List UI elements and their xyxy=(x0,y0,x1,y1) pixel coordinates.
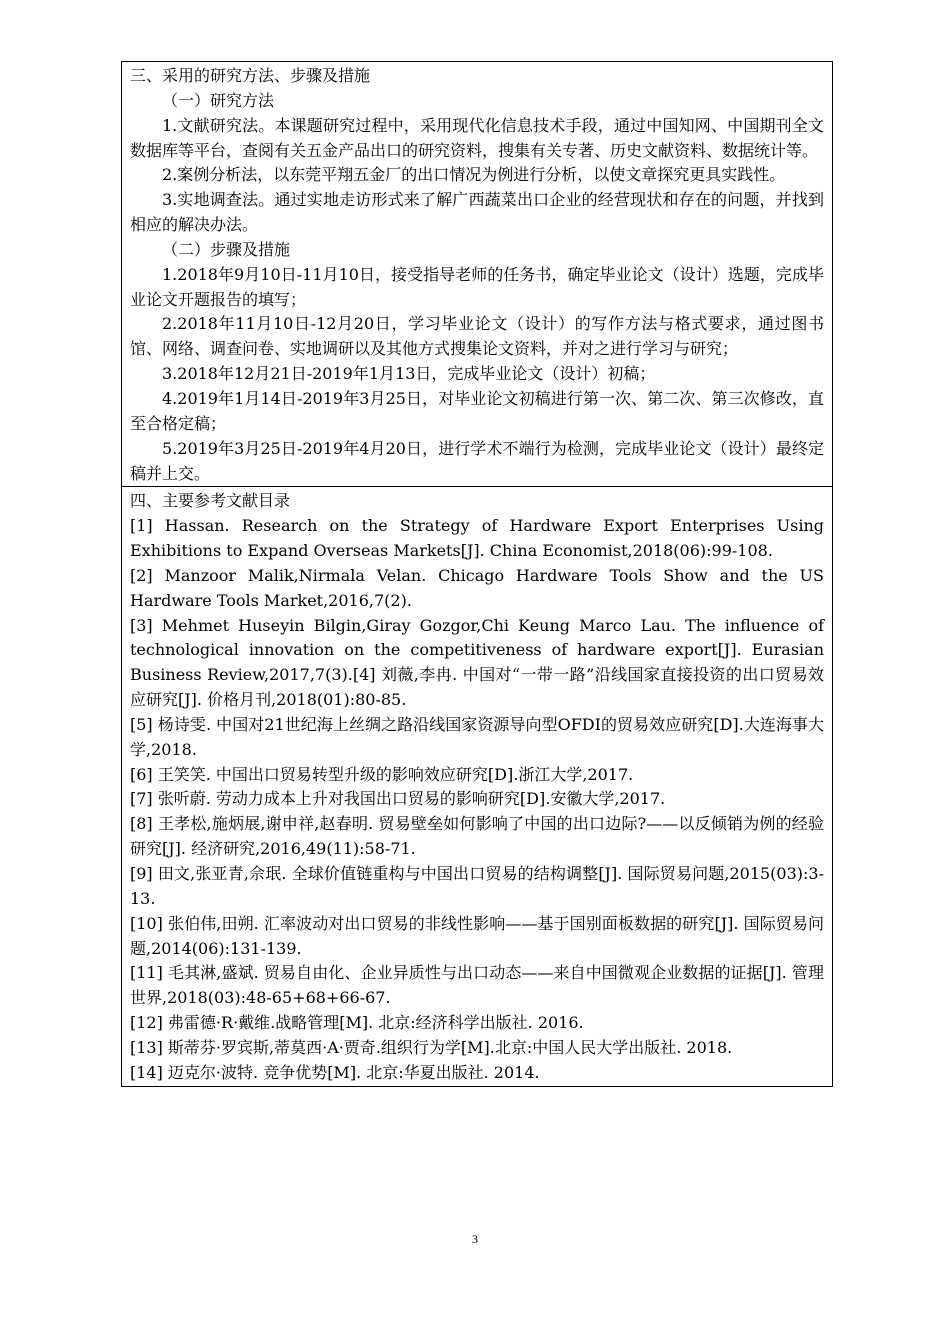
reference-item: [1] Hassan. Research on the Strategy of Hardware Export Enterprises Using Exhibitions to Expand Overseas Markets[J]. China Economist,2018(06):99-108. xyxy=(130,516,824,561)
reference-item: [5] 杨诗雯. 中国对21世纪海上丝绸之路沿线国家资源导向型OFDI的贸易效应研究[D].大连海事大学,2018. xyxy=(130,714,824,759)
reference-item: [2] Manzoor Malik,Nirmala Velan. Chicago Hardware Tools Show and the US Hardware Tools Market,2016,7(2). xyxy=(130,565,824,610)
reference-item: [12] 弗雷德·R·戴维.战略管理[M]. 北京:经济科学出版社. 2016. xyxy=(130,1013,584,1033)
method-item: 3.实地调查法。通过实地走访形式来了解广西蔬菜出口企业的经营现状和存在的问题，并找到相应的解决办法。 xyxy=(130,190,824,235)
page-number: 3 xyxy=(472,1232,478,1246)
step-item: 3.2018年12月21日-2019年1月13日，完成毕业论文（设计）初稿； xyxy=(162,364,656,384)
step-item: 5.2019年3月25日-2019年4月20日，进行学术不端行为检测，完成毕业论文（设计）最终定稿并上交。 xyxy=(130,438,824,483)
section-methods xyxy=(122,62,832,486)
subsection-heading: （二）步骤及措施 xyxy=(162,239,291,259)
step-item: 1.2018年9月10日-11月10日，接受指导老师的任务书，确定毕业论文（设计）选题，完成毕业论文开题报告的填写； xyxy=(130,264,824,309)
reference-item: [11] 毛其淋,盛斌. 贸易自由化、企业异质性与出口动态——来自中国微观企业数据的证据[J]. 管理世界,2018(03):48-65+68+66-67. xyxy=(130,963,824,1008)
step-item: 4.2019年1月14日-2019年3月25日，对毕业论文初稿进行第一次、第二次、第三次修改，直至合格定稿； xyxy=(130,388,824,433)
reference-item: [7] 张听蔚. 劳动力成本上升对我国出口贸易的影响研究[D].安徽大学,2017. xyxy=(130,789,666,809)
reference-item: [6] 王笑笑. 中国出口贸易转型升级的影响效应研究[D].浙江大学,2017. xyxy=(130,764,634,784)
section-title: 四、主要参考文献目录 xyxy=(130,491,291,511)
method-item: 2.案例分析法，以东莞平翔五金厂的出口情况为例进行分析，以使文章探究更具实践性。 xyxy=(162,165,786,185)
report-table xyxy=(121,61,833,1087)
section-references xyxy=(122,486,832,1085)
reference-item: [10] 张伯伟,田朔. 汇率波动对出口贸易的非线性影响——基于国别面板数据的研究[J]. 国际贸易问题,2014(06):131-139. xyxy=(130,913,824,958)
section-title: 三、采用的研究方法、步骤及措施 xyxy=(130,66,371,85)
reference-item: [8] 王孝松,施炳展,谢申祥,赵春明. 贸易壁垒如何影响了中国的出口边际?——以反倾销为例的经验研究[J]. 经济研究,2016,49(11):58-71. xyxy=(130,814,824,859)
subsection-heading: （一）研究方法 xyxy=(162,90,275,110)
step-item: 2.2018年11月10日-12月20日，学习毕业论文（设计）的写作方法与格式要求，通过图书馆、网络、调查问卷、实地调研以及其他方式搜集论文资料，并对之进行学习与研究； xyxy=(130,314,824,359)
reference-item: [14] 迈克尔·波特. 竞争优势[M]. 北京:华夏出版社. 2014. xyxy=(130,1062,540,1082)
method-item: 1.文献研究法。本课题研究过程中，采用现代化信息技术手段，通过中国知网、中国期刊全文数据库等平台，查阅有关五金产品出口的研究资料，搜集有关专著、历史文献资料、数据统计等。 xyxy=(130,115,824,160)
reference-item: [9] 田文,张亚青,佘珉. 全球价值链重构与中国出口贸易的结构调整[J]. 国际贸易问题,2015(03):3-13. xyxy=(130,864,824,908)
reference-item: [3] Mehmet Huseyin Bilgin,Giray Gozgor,Chi Keung Marco Lau. The influence of technological innovation on the competitiveness of hardware export[J]. Eurasian Business Review,2017,7(3).[4] 刘薇,李冉. 中国对“一带一路”沿线国家直接投资的出口贸易效应研究[J]. 价格月刊,2018(01):80-85. xyxy=(130,615,824,710)
reference-item: [13] 斯蒂芬·罗宾斯,蒂莫西·A·贾奇.组织行为学[M].北京:中国人民大学出版社. 2018. xyxy=(130,1037,733,1057)
